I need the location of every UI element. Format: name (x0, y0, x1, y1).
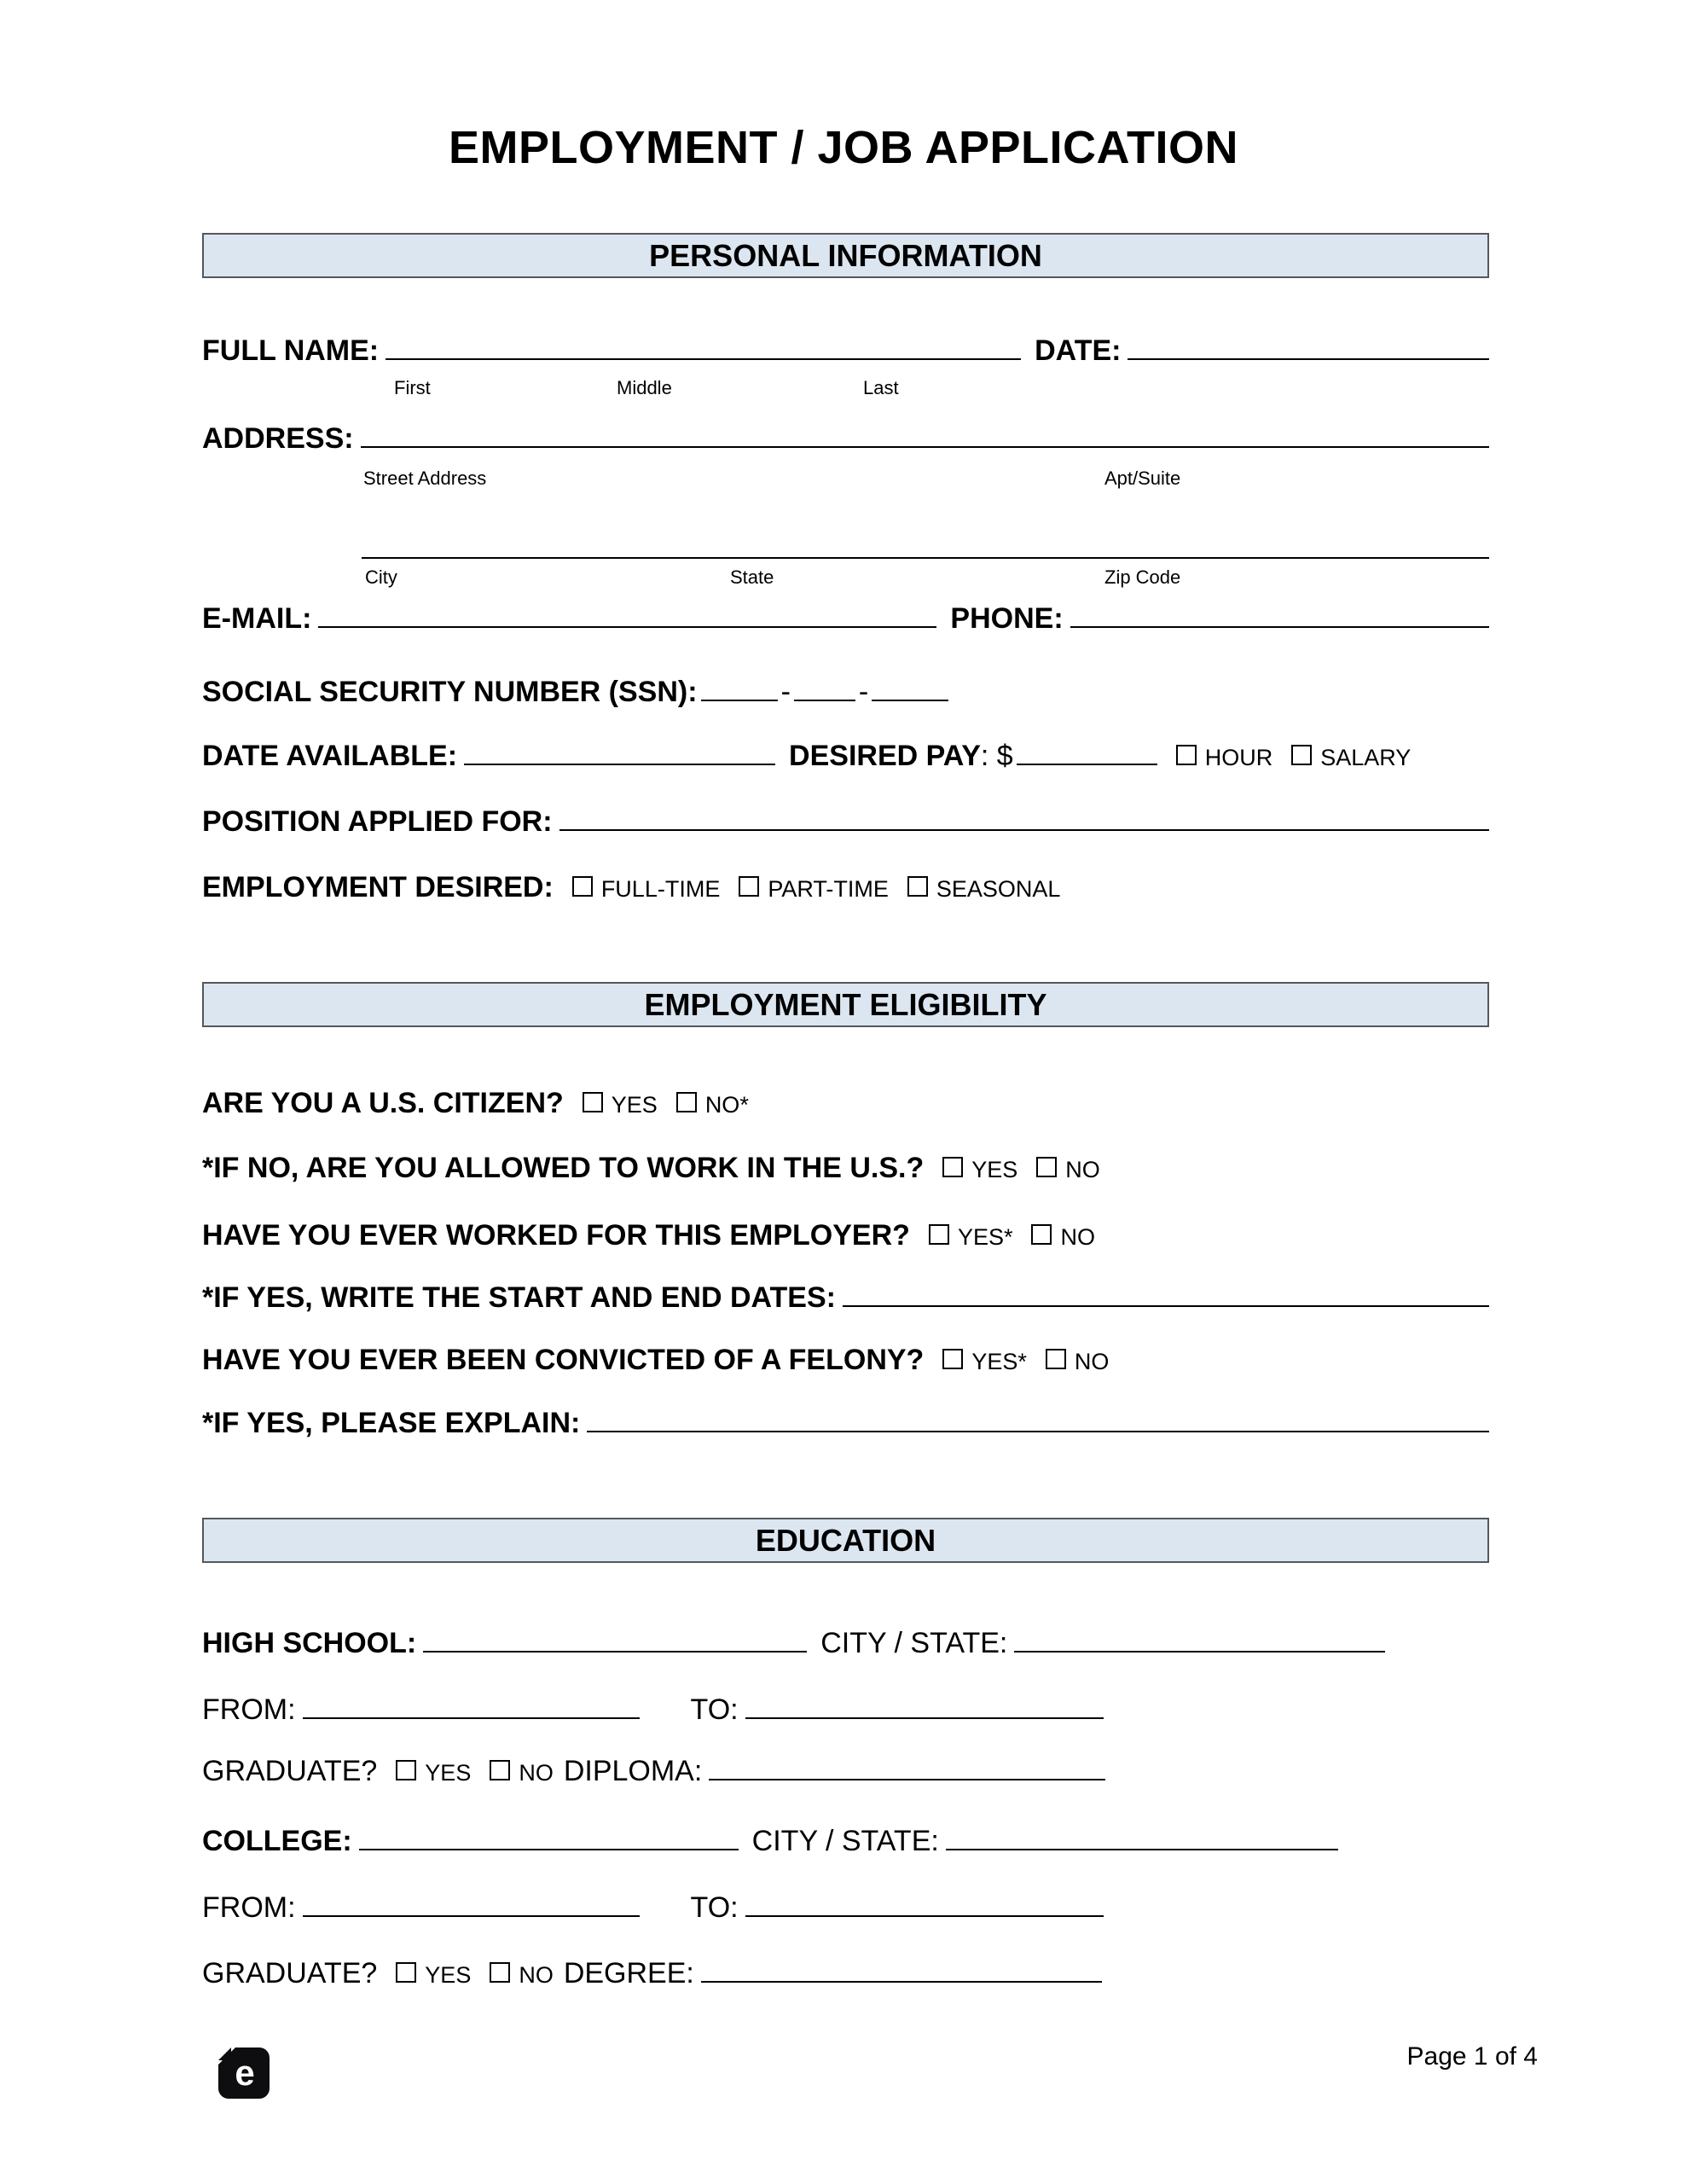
city-state-zip-line[interactable] (362, 557, 1489, 559)
citizen-no-checkbox[interactable] (676, 1092, 697, 1112)
college-row (202, 1826, 1489, 1857)
street-address-sublabel: Street Address (363, 468, 487, 489)
salary-label: SALARY (1320, 745, 1412, 770)
desired-pay-punct: : $ (980, 740, 1013, 772)
address-row (202, 423, 1489, 455)
hs-from-label: FROM: (202, 1693, 296, 1726)
hs-graduate-label: GRADUATE? (202, 1755, 378, 1787)
employment-desired-row (202, 872, 1489, 903)
address-label: ADDRESS: (202, 422, 354, 455)
worked-question-row (202, 1220, 1489, 1252)
hour-checkbox[interactable] (1176, 745, 1197, 765)
desired-pay-label: DESIRED PAY (789, 740, 981, 772)
allowed-yes-label: YES (971, 1157, 1018, 1182)
date-label: DATE: (1035, 334, 1122, 367)
college-to-label: TO: (690, 1891, 739, 1924)
ssn-label: SOCIAL SECURITY NUMBER (SSN): (202, 676, 698, 708)
part-time-label: PART-TIME (768, 876, 889, 902)
position-applied-label: POSITION APPLIED FOR: (202, 805, 553, 838)
address-sublabels (202, 468, 1489, 491)
allowed-question-row (202, 1153, 1489, 1184)
date-available-label: DATE AVAILABLE: (202, 740, 458, 772)
city-sublabel: City (365, 566, 397, 588)
email-line[interactable] (318, 618, 936, 628)
citizen-question-row (202, 1088, 1489, 1119)
college-graduate-label: GRADUATE? (202, 1957, 378, 1989)
citizen-question-label: ARE YOU A U.S. CITIZEN? (202, 1087, 564, 1119)
hour-label: HOUR (1204, 745, 1273, 770)
form-title: EMPLOYMENT / JOB APPLICATION (448, 122, 1239, 173)
ssn-dash-2: - (858, 676, 869, 708)
hs-graduate-no-checkbox[interactable] (490, 1760, 510, 1780)
college-label: COLLEGE: (202, 1825, 352, 1857)
seasonal-label: SEASONAL (936, 876, 1061, 902)
college-from-line[interactable] (303, 1907, 640, 1917)
full-time-label: FULL-TIME (600, 876, 721, 902)
desired-pay-line[interactable] (1017, 755, 1157, 765)
degree-label: DEGREE: (563, 1957, 694, 1989)
apt-suite-sublabel: Apt/Suite (1104, 468, 1181, 489)
date-available-pay-row (202, 741, 1489, 772)
high-school-label: HIGH SCHOOL: (202, 1627, 417, 1659)
part-time-checkbox[interactable] (739, 876, 759, 897)
college-city-state-line[interactable] (946, 1840, 1338, 1850)
section-header-personal-information: PERSONAL INFORMATION (202, 233, 1489, 278)
felony-no-label: NO (1074, 1349, 1110, 1374)
college-from-label: FROM: (202, 1891, 296, 1924)
college-city-state-label: CITY / STATE: (751, 1825, 939, 1857)
allowed-no-checkbox[interactable] (1036, 1157, 1057, 1177)
date-line[interactable] (1128, 350, 1489, 360)
felony-question-label: HAVE YOU EVER BEEN CONVICTED OF A FELONY? (202, 1344, 925, 1376)
ssn-line-3[interactable] (872, 691, 948, 701)
page-number: Page 1 of 4 (1406, 2042, 1538, 2071)
name-sublabels (202, 377, 1489, 401)
citizen-yes-label: YES (611, 1092, 658, 1118)
ssn-row (202, 677, 1489, 708)
worked-yes-label: YES* (957, 1224, 1013, 1250)
citizen-no-label: NO* (704, 1092, 749, 1118)
worked-yes-checkbox[interactable] (929, 1224, 949, 1245)
allowed-question-label: *IF NO, ARE YOU ALLOWED TO WORK IN THE U.S.? (202, 1152, 925, 1184)
state-sublabel: State (730, 566, 774, 588)
phone-line[interactable] (1070, 618, 1489, 628)
degree-line[interactable] (701, 1972, 1102, 1983)
section-header-education: EDUCATION (202, 1518, 1489, 1563)
address-line[interactable] (361, 438, 1489, 448)
start-end-dates-label: *IF YES, WRITE THE START AND END DATES: (202, 1281, 836, 1314)
college-graduate-no-checkbox[interactable] (490, 1962, 510, 1983)
college-graduate-yes-checkbox[interactable] (396, 1962, 416, 1983)
felony-no-checkbox[interactable] (1046, 1349, 1066, 1369)
start-end-dates-line[interactable] (843, 1297, 1489, 1307)
college-graduate-yes-label: YES (425, 1962, 472, 1988)
explain-label: *IF YES, PLEASE EXPLAIN: (202, 1407, 581, 1439)
diploma-line[interactable] (709, 1770, 1105, 1780)
hs-city-state-label: CITY / STATE: (820, 1627, 1008, 1659)
zip-code-sublabel: Zip Code (1104, 566, 1181, 588)
phone-label: PHONE: (950, 602, 1064, 635)
hs-to-label: TO: (690, 1693, 739, 1726)
high-school-line[interactable] (423, 1642, 807, 1653)
full-time-checkbox[interactable] (572, 876, 593, 897)
worked-no-label: NO (1060, 1224, 1095, 1250)
allowed-yes-checkbox[interactable] (942, 1157, 963, 1177)
middle-sublabel: Middle (617, 377, 672, 398)
ssn-dash-1: - (780, 676, 791, 708)
worked-question-label: HAVE YOU EVER WORKED FOR THIS EMPLOYER? (202, 1219, 910, 1252)
allowed-no-label: NO (1065, 1157, 1100, 1182)
hs-graduate-row (202, 1756, 1489, 1787)
seasonal-checkbox[interactable] (907, 876, 928, 897)
explain-row (202, 1408, 1489, 1439)
position-line[interactable] (559, 821, 1489, 831)
explain-line[interactable] (587, 1422, 1489, 1432)
felony-yes-label: YES* (971, 1349, 1027, 1374)
ssn-line-2[interactable] (794, 691, 855, 701)
college-to-line[interactable] (745, 1907, 1104, 1917)
full-name-line[interactable] (386, 350, 1021, 360)
college-from-to-row (202, 1892, 1489, 1924)
worked-no-checkbox[interactable] (1031, 1224, 1052, 1245)
email-label: E-MAIL: (202, 602, 312, 635)
college-graduate-row (202, 1958, 1489, 1989)
college-graduate-no-label: NO (519, 1962, 554, 1988)
felony-yes-checkbox[interactable] (942, 1349, 963, 1369)
hs-graduate-yes-checkbox[interactable] (396, 1760, 416, 1780)
email-phone-row (202, 603, 1489, 635)
diploma-label: DIPLOMA: (563, 1755, 703, 1787)
start-end-dates-row (202, 1282, 1489, 1314)
logo-letter: e (235, 2053, 255, 2093)
hs-to-line[interactable] (745, 1709, 1104, 1719)
ssn-line-1[interactable] (701, 691, 778, 701)
salary-checkbox[interactable] (1291, 745, 1312, 765)
felony-question-row (202, 1345, 1489, 1376)
eforms-logo (218, 2048, 270, 2099)
date-available-line[interactable] (464, 755, 775, 765)
city-state-zip-sublabels (202, 566, 1489, 590)
hs-from-line[interactable] (303, 1709, 640, 1719)
hs-from-to-row (202, 1694, 1489, 1726)
position-row (202, 806, 1489, 838)
hs-city-state-line[interactable] (1014, 1642, 1385, 1653)
first-sublabel: First (394, 377, 431, 398)
hs-graduate-yes-label: YES (425, 1760, 472, 1786)
section-header-employment-eligibility: EMPLOYMENT ELIGIBILITY (202, 982, 1489, 1027)
citizen-yes-checkbox[interactable] (583, 1092, 603, 1112)
last-sublabel: Last (863, 377, 899, 398)
full-name-row (202, 335, 1489, 367)
full-name-label: FULL NAME: (202, 334, 380, 367)
high-school-row (202, 1628, 1489, 1659)
hs-graduate-no-label: NO (519, 1760, 554, 1786)
college-line[interactable] (359, 1840, 739, 1850)
employment-desired-label: EMPLOYMENT DESIRED: (202, 871, 554, 903)
